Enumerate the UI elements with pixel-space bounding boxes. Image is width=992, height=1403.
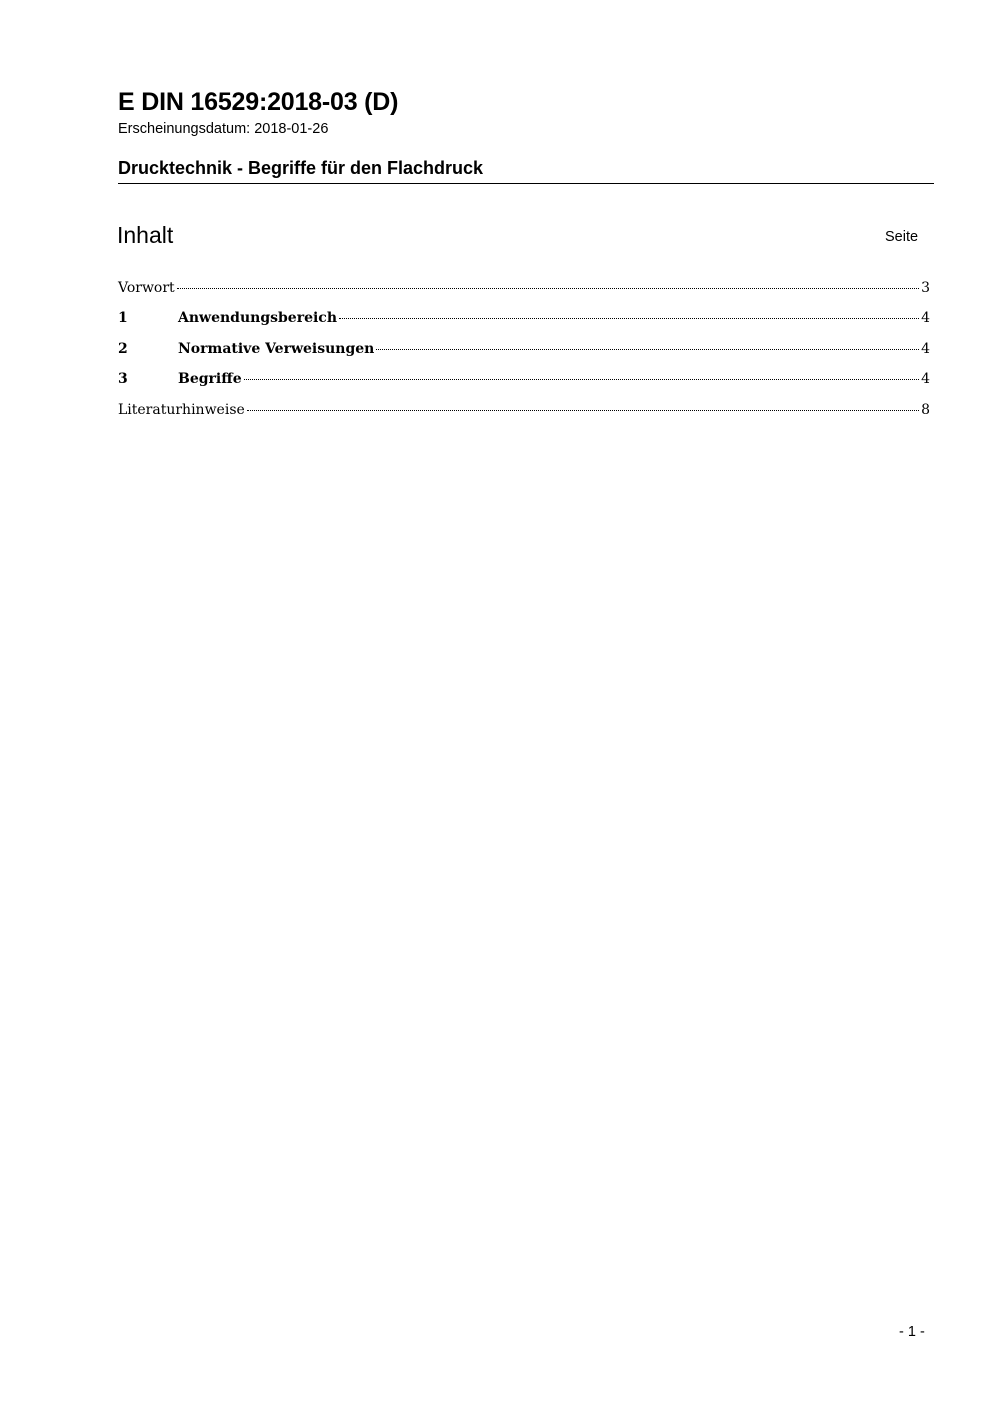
toc-entry-begriffe[interactable] — [118, 371, 930, 391]
toc-entry-label: Anwendungsbereich — [178, 310, 337, 326]
toc-dot-leader — [247, 410, 919, 411]
toc-entry-anwendungsbereich[interactable] — [118, 310, 930, 330]
publication-date: Erscheinungsdatum: 2018-01-26 — [118, 121, 329, 137]
toc-entry-number: 2 — [118, 341, 128, 357]
toc-entry-page: 8 — [921, 402, 930, 418]
title-underline — [118, 183, 934, 184]
toc-entry-page: 4 — [921, 341, 930, 357]
toc-page-column-label: Seite — [885, 229, 919, 245]
toc-entry-label: Begriffe — [178, 371, 242, 387]
toc-dot-leader — [177, 288, 919, 289]
toc-entry-normative-verweisungen[interactable] — [118, 341, 930, 361]
toc-entry-label: Literaturhinweise — [118, 402, 245, 418]
toc-heading: Inhalt — [117, 222, 174, 248]
document-title: Drucktechnik - Begriffe für den Flachdruck — [118, 158, 484, 178]
document-number: E DIN 16529:2018-03 (D) — [118, 88, 399, 116]
toc-entry-page: 4 — [921, 371, 930, 387]
toc-entry-page: 3 — [921, 280, 930, 296]
toc-entry-vorwort[interactable] — [118, 280, 930, 300]
toc-entry-literaturhinweise[interactable] — [118, 402, 930, 422]
toc-dot-leader — [376, 349, 919, 350]
toc-entry-label: Normative Verweisungen — [178, 341, 375, 357]
toc-dot-leader — [339, 318, 919, 319]
toc-dot-leader — [244, 379, 919, 380]
toc-entry-number: 3 — [118, 371, 128, 387]
toc-entry-number: 1 — [118, 310, 128, 326]
page-number: - 1 - — [899, 1324, 925, 1340]
toc-entry-page: 4 — [921, 310, 930, 326]
toc-entry-label: Vorwort — [118, 280, 175, 296]
